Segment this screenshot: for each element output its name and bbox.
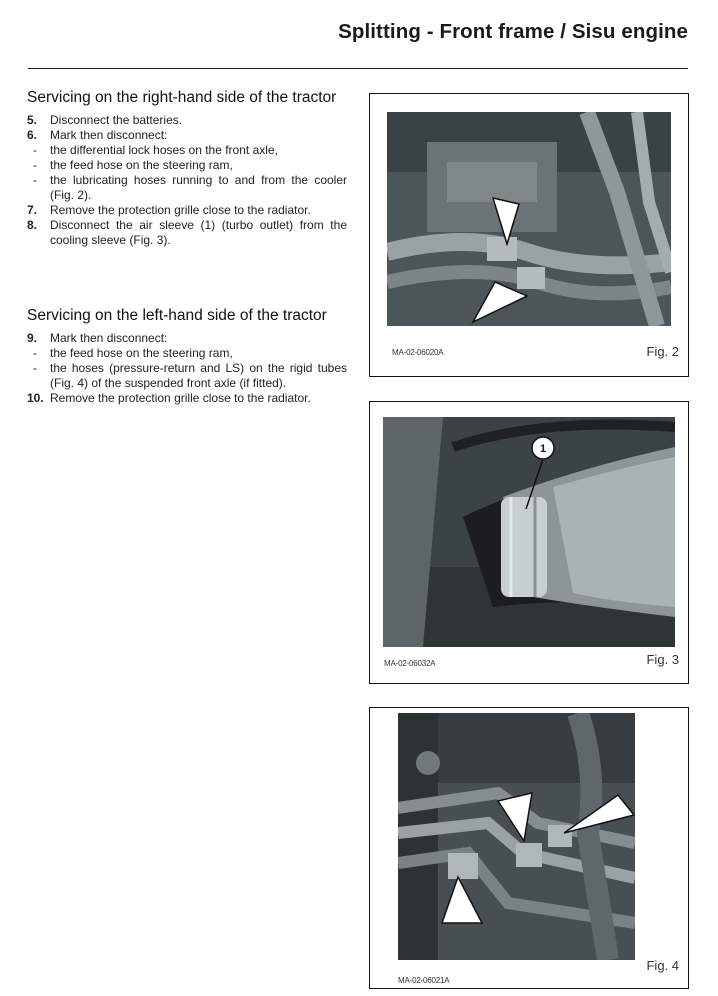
figure-3 <box>369 401 689 684</box>
section-left-hand-side <box>27 307 347 406</box>
figure-4 <box>369 707 689 989</box>
sub-item-text: the lubricating hoses running to and from the cooler (Fig. 2). <box>50 173 347 202</box>
figure-2-photo <box>387 112 671 326</box>
step-item <box>27 203 347 218</box>
page-title: Splitting - Front frame / Sisu engine <box>338 20 688 43</box>
sub-item-text: the feed hose on the steering ram, <box>50 158 233 172</box>
figure-ref: MA-02-06032A <box>384 659 436 668</box>
step-list <box>27 113 347 248</box>
figure-label: Fig. 2 <box>646 344 679 359</box>
sub-item: - the lubricating hoses running to and from the cooler (Fig. 2). <box>33 173 347 202</box>
step-number: 10. <box>27 391 44 405</box>
figure-2 <box>369 93 689 377</box>
figure-ref: MA-02-06020A <box>392 348 444 357</box>
step-text: Remove the protection grille close to the radiator. <box>50 391 311 405</box>
step-item <box>27 331 347 346</box>
sub-item-text: the hoses (pressure-return and LS) on the rigid tubes (Fig. 4) of the suspended front axle (if fitted). <box>50 361 347 390</box>
step-number: 5. <box>27 113 38 127</box>
step-item <box>27 391 347 406</box>
figure-label: Fig. 3 <box>646 652 679 667</box>
figure-ref: MA-02-06021A <box>398 976 450 985</box>
step-text: Disconnect the batteries. <box>50 113 183 127</box>
section-heading: Servicing on the right-hand side of the tractor <box>27 89 337 106</box>
step-list <box>27 331 347 406</box>
step-item <box>27 113 347 128</box>
step-number: 9. <box>27 331 38 345</box>
section-right-hand-side <box>27 89 347 248</box>
sub-item: - the hoses (pressure-return and LS) on the rigid tubes (Fig. 4) of the suspended front axle (if fitted). <box>33 361 347 390</box>
hoses-rigid-tubes-photo-image <box>398 713 635 960</box>
section-heading: Servicing on the left-hand side of the tractor <box>27 307 327 324</box>
hoses-photo-image <box>387 112 671 326</box>
step-text: Disconnect the air sleeve (1) (turbo outlet) from the cooling sleeve (Fig. 3). <box>50 218 347 247</box>
step-number: 6. <box>27 128 38 142</box>
sub-item: - the feed hose on the steering ram, <box>27 158 347 173</box>
sub-item-text: the differential lock hoses on the front axle, <box>50 143 278 157</box>
figure-4-photo <box>398 713 635 960</box>
figure-3-photo <box>383 417 675 647</box>
air-sleeve-photo-image <box>383 417 675 647</box>
step-item <box>27 128 347 143</box>
callout-number: 1 <box>539 443 547 455</box>
sub-item: - the feed hose on the steering ram, <box>27 346 347 361</box>
step-item <box>27 218 347 248</box>
step-text: Mark then disconnect: <box>50 128 168 142</box>
step-text: Mark then disconnect: <box>50 331 168 345</box>
step-text: Remove the protection grille close to the radiator. <box>50 203 311 217</box>
step-number: 7. <box>27 203 38 217</box>
sub-item-text: the feed hose on the steering ram, <box>50 346 233 360</box>
header-rule <box>28 68 688 69</box>
step-number: 8. <box>27 218 38 232</box>
figure-label: Fig. 4 <box>646 958 679 973</box>
sub-item: - the differential lock hoses on the front axle, <box>27 143 347 158</box>
